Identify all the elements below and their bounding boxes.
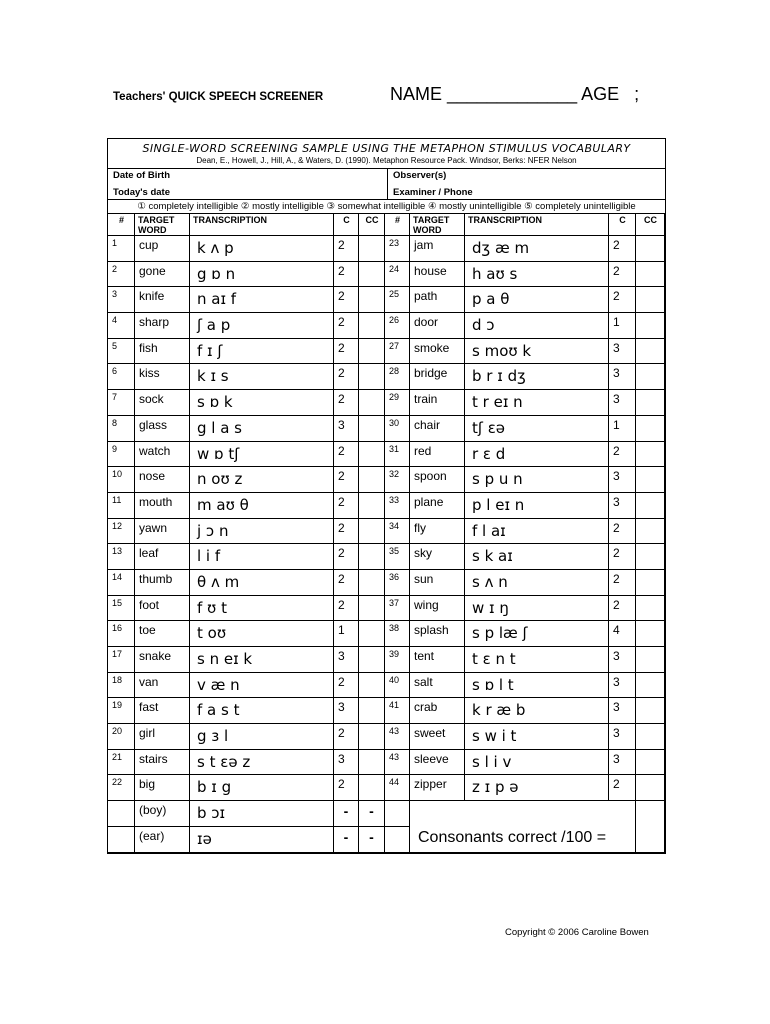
- transcription-cell[interactable]: s p læ ʃ: [465, 621, 609, 647]
- consonants-correct-cell[interactable]: [359, 647, 385, 673]
- target-word: (boy): [135, 801, 190, 827]
- target-word: sock: [135, 390, 190, 416]
- consonants-correct-cell[interactable]: [359, 415, 385, 441]
- date-of-birth-label: Date of Birth: [113, 170, 170, 181]
- transcription-cell[interactable]: f a s t: [190, 698, 334, 724]
- transcription-cell[interactable]: h aʊ s: [465, 261, 609, 287]
- consonants-correct-cell[interactable]: [359, 313, 385, 339]
- target-word: toe: [135, 621, 190, 647]
- table-row: [108, 518, 665, 544]
- transcription-cell[interactable]: ɪə: [190, 826, 334, 852]
- transcription-cell[interactable]: l i f: [190, 544, 334, 570]
- consonants-correct-cell[interactable]: [636, 749, 665, 775]
- consonant-count: 2: [334, 313, 359, 339]
- consonants-correct-cell[interactable]: [359, 364, 385, 390]
- consonants-correct-cell[interactable]: [636, 338, 665, 364]
- transcription-cell[interactable]: t r eɪ n: [465, 390, 609, 416]
- consonant-count: 2: [609, 441, 636, 467]
- target-word: nose: [135, 467, 190, 493]
- consonant-count: 2: [334, 261, 359, 287]
- transcription-cell[interactable]: t ɛ n t: [465, 647, 609, 673]
- transcription-cell[interactable]: p l eɪ n: [465, 492, 609, 518]
- transcription-cell[interactable]: f l aɪ: [465, 518, 609, 544]
- item-number: 10: [108, 467, 135, 493]
- item-number: 9: [108, 441, 135, 467]
- transcription-cell[interactable]: w ɒ tʃ: [190, 441, 334, 467]
- consonants-correct-cell[interactable]: [359, 287, 385, 313]
- extra-row: [108, 801, 665, 827]
- target-word: plane: [410, 492, 465, 518]
- transcription-cell[interactable]: b ɔɪ: [190, 801, 334, 827]
- item-number: 23: [385, 236, 410, 262]
- target-word: watch: [135, 441, 190, 467]
- table-row: [108, 569, 665, 595]
- col-num-right: #: [385, 214, 410, 236]
- consonants-correct-cell[interactable]: [359, 467, 385, 493]
- item-number: 17: [108, 647, 135, 673]
- consonant-count: 3: [609, 698, 636, 724]
- transcription-cell[interactable]: b ɪ g: [190, 775, 334, 801]
- consonants-correct-cell[interactable]: [359, 621, 385, 647]
- consonants-correct-cell[interactable]: [359, 749, 385, 775]
- consonant-count: 1: [334, 621, 359, 647]
- table-row: [108, 261, 665, 287]
- table-row: [108, 390, 665, 416]
- transcription-cell[interactable]: d ɔ: [465, 313, 609, 339]
- item-number: 22: [108, 775, 135, 801]
- target-word: leaf: [135, 544, 190, 570]
- consonants-correct-cell[interactable]: [359, 390, 385, 416]
- consonants-correct-cell[interactable]: [636, 544, 665, 570]
- item-number: 15: [108, 595, 135, 621]
- consonant-count: 2: [609, 775, 636, 801]
- consonants-correct-cell[interactable]: [636, 647, 665, 673]
- target-word: van: [135, 672, 190, 698]
- transcription-cell[interactable]: n oʊ z: [190, 467, 334, 493]
- item-number: 5: [108, 338, 135, 364]
- col-target-word-left: TARGET WORD: [135, 214, 190, 236]
- transcription-cell[interactable]: ʃ a p: [190, 313, 334, 339]
- consonant-count: 2: [334, 441, 359, 467]
- col-cc-right: CC: [636, 214, 665, 236]
- item-number: 34: [385, 518, 410, 544]
- item-number: 41: [385, 698, 410, 724]
- transcription-cell[interactable]: s p u n: [465, 467, 609, 493]
- target-word: wing: [410, 595, 465, 621]
- target-word: sweet: [410, 724, 465, 750]
- consonant-count: 3: [334, 698, 359, 724]
- item-number: 16: [108, 621, 135, 647]
- target-word: jam: [410, 236, 465, 262]
- transcription-cell[interactable]: r ɛ d: [465, 441, 609, 467]
- date-cell[interactable]: [108, 169, 388, 199]
- transcription-cell[interactable]: z ɪ p ə: [465, 775, 609, 801]
- item-number: 33: [385, 492, 410, 518]
- item-number: 28: [385, 364, 410, 390]
- transcription-cell[interactable]: p a θ: [465, 287, 609, 313]
- consonant-count: 2: [334, 595, 359, 621]
- consonants-correct-dash: -: [359, 826, 385, 852]
- item-number: 39: [385, 647, 410, 673]
- transcription-cell[interactable]: g ɜ l: [190, 724, 334, 750]
- target-word: yawn: [135, 518, 190, 544]
- consonants-correct-cell[interactable]: [636, 569, 665, 595]
- consonant-count: 3: [609, 467, 636, 493]
- copyright: Copyright © 2006 Caroline Bowen: [505, 927, 649, 938]
- consonants-correct-cell[interactable]: [636, 698, 665, 724]
- consonants-correct-cell[interactable]: [359, 544, 385, 570]
- target-word: big: [135, 775, 190, 801]
- item-number: 4: [108, 313, 135, 339]
- consonant-count: 2: [334, 672, 359, 698]
- transcription-cell[interactable]: s k aɪ: [465, 544, 609, 570]
- consonants-correct-cell[interactable]: [636, 313, 665, 339]
- consonants-correct-cell[interactable]: [636, 287, 665, 313]
- item-number: 19: [108, 698, 135, 724]
- consonant-count: 1: [609, 313, 636, 339]
- item-number: 3: [108, 287, 135, 313]
- item-number: 37: [385, 595, 410, 621]
- table-row: [108, 338, 665, 364]
- table-row: [108, 775, 665, 801]
- table-row: [108, 672, 665, 698]
- target-word: path: [410, 287, 465, 313]
- target-word: glass: [135, 415, 190, 441]
- table-row: [108, 724, 665, 750]
- table-row: [108, 544, 665, 570]
- target-word: sleeve: [410, 749, 465, 775]
- target-word: bridge: [410, 364, 465, 390]
- table-row: [108, 313, 665, 339]
- target-word: stairs: [135, 749, 190, 775]
- target-word: foot: [135, 595, 190, 621]
- consonants-correct-cell[interactable]: [359, 672, 385, 698]
- consonants-correct-cell[interactable]: [636, 467, 665, 493]
- col-target-word-right: TARGET WORD: [410, 214, 465, 236]
- consonant-count-dash: -: [334, 826, 359, 852]
- consonants-correct-cell[interactable]: [636, 390, 665, 416]
- consonants-correct-cell[interactable]: [636, 724, 665, 750]
- transcription-cell[interactable]: g l a s: [190, 415, 334, 441]
- target-word: kiss: [135, 364, 190, 390]
- transcription-cell[interactable]: f ʊ t: [190, 595, 334, 621]
- consonant-count: 3: [334, 749, 359, 775]
- item-number: 21: [108, 749, 135, 775]
- item-number: 36: [385, 569, 410, 595]
- consonant-count: 2: [334, 492, 359, 518]
- item-number: 11: [108, 492, 135, 518]
- consonants-correct-cell[interactable]: [636, 518, 665, 544]
- extra-row: [108, 826, 665, 852]
- consonant-count: 2: [609, 595, 636, 621]
- item-number: 6: [108, 364, 135, 390]
- item-number: 35: [385, 544, 410, 570]
- target-word: fast: [135, 698, 190, 724]
- target-word: tent: [410, 647, 465, 673]
- consonant-count: 2: [334, 775, 359, 801]
- target-word: zipper: [410, 775, 465, 801]
- todays-date-label: Today's date: [113, 187, 170, 198]
- consonant-count-dash: -: [334, 801, 359, 827]
- consonant-count: 3: [334, 647, 359, 673]
- transcription-cell[interactable]: s l i v: [465, 749, 609, 775]
- target-word: spoon: [410, 467, 465, 493]
- col-transcription-left: TRANSCRIPTION: [190, 214, 334, 236]
- transcription-table: [107, 213, 665, 853]
- consonant-count: 2: [334, 518, 359, 544]
- transcription-cell[interactable]: tʃ ɛə: [465, 415, 609, 441]
- consonants-correct-cell[interactable]: [359, 698, 385, 724]
- target-word: girl: [135, 724, 190, 750]
- target-word: crab: [410, 698, 465, 724]
- item-number: 26: [385, 313, 410, 339]
- item-number: 25: [385, 287, 410, 313]
- empty-cell: [385, 826, 410, 852]
- item-number: 18: [108, 672, 135, 698]
- target-word: salt: [410, 672, 465, 698]
- target-word: gone: [135, 261, 190, 287]
- table-row: [108, 415, 665, 441]
- consonant-count: 2: [334, 338, 359, 364]
- transcription-cell[interactable]: k ɪ s: [190, 364, 334, 390]
- item-number: 20: [108, 724, 135, 750]
- transcription-cell[interactable]: s ɒ l t: [465, 672, 609, 698]
- consonants-correct-cell[interactable]: [359, 236, 385, 262]
- item-number: 24: [385, 261, 410, 287]
- consonants-correct-cell[interactable]: [359, 775, 385, 801]
- item-number: 27: [385, 338, 410, 364]
- item-number: 30: [385, 415, 410, 441]
- consonant-count: 2: [334, 236, 359, 262]
- consonants-correct-cell[interactable]: [636, 595, 665, 621]
- item-number: 8: [108, 415, 135, 441]
- consonants-correct-cell[interactable]: [359, 338, 385, 364]
- target-word: house: [410, 261, 465, 287]
- consonants-correct-cell[interactable]: [636, 672, 665, 698]
- consonants-correct-cell[interactable]: [359, 492, 385, 518]
- transcription-cell[interactable]: s n eɪ k: [190, 647, 334, 673]
- transcription-cell[interactable]: t oʊ: [190, 621, 334, 647]
- item-number: 29: [385, 390, 410, 416]
- consonant-count: 2: [334, 287, 359, 313]
- consonants-correct-cell[interactable]: [359, 518, 385, 544]
- table-row: [108, 621, 665, 647]
- target-word: sharp: [135, 313, 190, 339]
- item-number-empty: [108, 801, 135, 827]
- item-number: 32: [385, 467, 410, 493]
- consonants-correct-total-label: Consonants correct /100 =: [410, 826, 636, 852]
- item-number: 13: [108, 544, 135, 570]
- transcription-cell[interactable]: s t ɛə z: [190, 749, 334, 775]
- target-word: cup: [135, 236, 190, 262]
- target-word: fly: [410, 518, 465, 544]
- transcription-cell[interactable]: k ʌ p: [190, 236, 334, 262]
- item-number: 2: [108, 261, 135, 287]
- transcription-cell[interactable]: s ɒ k: [190, 390, 334, 416]
- table-row: [108, 236, 665, 262]
- consonant-count: 3: [609, 672, 636, 698]
- form-reference: Dean, E., Howell, J., Hill, A., & Waters, D. (1990). Metaphon Resource Pack. Windsor, Berks: NFER Nelson: [196, 156, 577, 165]
- observers-label: Observer(s): [393, 170, 447, 181]
- table-row: [108, 364, 665, 390]
- table-row: [108, 647, 665, 673]
- transcription-cell[interactable]: b r ɪ dʒ: [465, 364, 609, 390]
- target-word: sun: [410, 569, 465, 595]
- item-number: 7: [108, 390, 135, 416]
- item-number: 1: [108, 236, 135, 262]
- consonants-correct-cell[interactable]: [636, 441, 665, 467]
- item-number: 38: [385, 621, 410, 647]
- consonants-correct-cell[interactable]: [636, 621, 665, 647]
- item-number: 43: [385, 724, 410, 750]
- consonants-correct-cell[interactable]: [636, 236, 665, 262]
- item-number: 43: [385, 749, 410, 775]
- consonant-count: 2: [609, 261, 636, 287]
- transcription-cell[interactable]: m aʊ θ: [190, 492, 334, 518]
- item-number: 31: [385, 441, 410, 467]
- table-header-row: [108, 214, 665, 236]
- intelligibility-legend: ① completely intelligible ② mostly intelligible ③ somewhat intelligible ④ mostly unintelligible ⑤ completely unintelligible: [108, 199, 665, 213]
- item-number: 44: [385, 775, 410, 801]
- total-value-cell[interactable]: [636, 801, 665, 852]
- consonants-correct-cell[interactable]: [359, 441, 385, 467]
- consonants-correct-cell[interactable]: [636, 492, 665, 518]
- table-row: [108, 749, 665, 775]
- consonant-count: 2: [609, 518, 636, 544]
- consonant-count: 2: [609, 569, 636, 595]
- consonants-correct-cell[interactable]: [359, 261, 385, 287]
- empty-cell: [410, 801, 636, 827]
- consonant-count: 2: [609, 544, 636, 570]
- transcription-cell[interactable]: g ɒ n: [190, 261, 334, 287]
- consonants-correct-cell[interactable]: [636, 775, 665, 801]
- target-word: knife: [135, 287, 190, 313]
- col-transcription-right: TRANSCRIPTION: [465, 214, 609, 236]
- consonant-count: 2: [334, 467, 359, 493]
- col-num-left: #: [108, 214, 135, 236]
- examiner-label: Examiner / Phone: [393, 187, 473, 198]
- consonant-count: 3: [609, 749, 636, 775]
- empty-cell: [385, 801, 410, 827]
- table-row: [108, 492, 665, 518]
- consonant-count: 4: [609, 621, 636, 647]
- target-word: (ear): [135, 826, 190, 852]
- table-row: [108, 467, 665, 493]
- info-section: [108, 168, 665, 199]
- transcription-cell[interactable]: n aɪ f: [190, 287, 334, 313]
- consonant-count: 2: [609, 287, 636, 313]
- consonants-correct-cell[interactable]: [636, 415, 665, 441]
- consonants-correct-cell[interactable]: [359, 595, 385, 621]
- consonant-count: 3: [609, 364, 636, 390]
- consonant-count: 2: [334, 569, 359, 595]
- transcription-cell[interactable]: f ɪ ʃ: [190, 338, 334, 364]
- col-cc-left: CC: [359, 214, 385, 236]
- target-word: splash: [410, 621, 465, 647]
- consonant-count: 1: [609, 415, 636, 441]
- name-age-line: NAME _____________ AGE ;: [390, 84, 640, 104]
- consonants-correct-dash: -: [359, 801, 385, 827]
- target-word: chair: [410, 415, 465, 441]
- consonant-count: 2: [334, 544, 359, 570]
- transcription-cell[interactable]: dʒ æ m: [465, 236, 609, 262]
- consonants-correct-cell[interactable]: [636, 261, 665, 287]
- item-number: 14: [108, 569, 135, 595]
- item-number: 40: [385, 672, 410, 698]
- consonant-count: 2: [334, 724, 359, 750]
- target-word: train: [410, 390, 465, 416]
- consonant-count: 3: [334, 415, 359, 441]
- consonant-count: 3: [609, 390, 636, 416]
- col-c-right: C: [609, 214, 636, 236]
- page-title: Teachers' QUICK SPEECH SCREENER: [113, 91, 324, 103]
- target-word: red: [410, 441, 465, 467]
- consonant-count: 2: [609, 236, 636, 262]
- transcription-cell[interactable]: w ɪ ŋ: [465, 595, 609, 621]
- transcription-cell[interactable]: s ʌ n: [465, 569, 609, 595]
- consonant-count: 2: [334, 390, 359, 416]
- item-number: 12: [108, 518, 135, 544]
- consonant-count: 3: [609, 492, 636, 518]
- target-word: door: [410, 313, 465, 339]
- table-row: [108, 287, 665, 313]
- consonants-correct-cell[interactable]: [636, 364, 665, 390]
- table-row: [108, 441, 665, 467]
- target-word: snake: [135, 647, 190, 673]
- consonants-correct-cell[interactable]: [359, 724, 385, 750]
- target-word: fish: [135, 338, 190, 364]
- transcription-cell[interactable]: j ɔ n: [190, 518, 334, 544]
- consonant-count: 3: [609, 338, 636, 364]
- transcription-cell[interactable]: s w i t: [465, 724, 609, 750]
- target-word: thumb: [135, 569, 190, 595]
- consonants-correct-cell[interactable]: [359, 569, 385, 595]
- consonant-count: 3: [609, 647, 636, 673]
- screening-form: [107, 138, 666, 854]
- transcription-cell[interactable]: s moʊ k: [465, 338, 609, 364]
- consonant-count: 2: [334, 364, 359, 390]
- target-word: mouth: [135, 492, 190, 518]
- transcription-cell[interactable]: v æ n: [190, 672, 334, 698]
- table-row: [108, 595, 665, 621]
- table-row: [108, 698, 665, 724]
- consonant-count: 3: [609, 724, 636, 750]
- transcription-cell[interactable]: k r æ b: [465, 698, 609, 724]
- col-c-left: C: [334, 214, 359, 236]
- transcription-cell[interactable]: θ ʌ m: [190, 569, 334, 595]
- observer-cell[interactable]: [388, 169, 665, 199]
- target-word: sky: [410, 544, 465, 570]
- form-heading: SINGLE-WORD SCREENING SAMPLE USING THE METAPHON STIMULUS VOCABULARY: [142, 142, 631, 155]
- item-number-empty: [108, 826, 135, 852]
- target-word: smoke: [410, 338, 465, 364]
